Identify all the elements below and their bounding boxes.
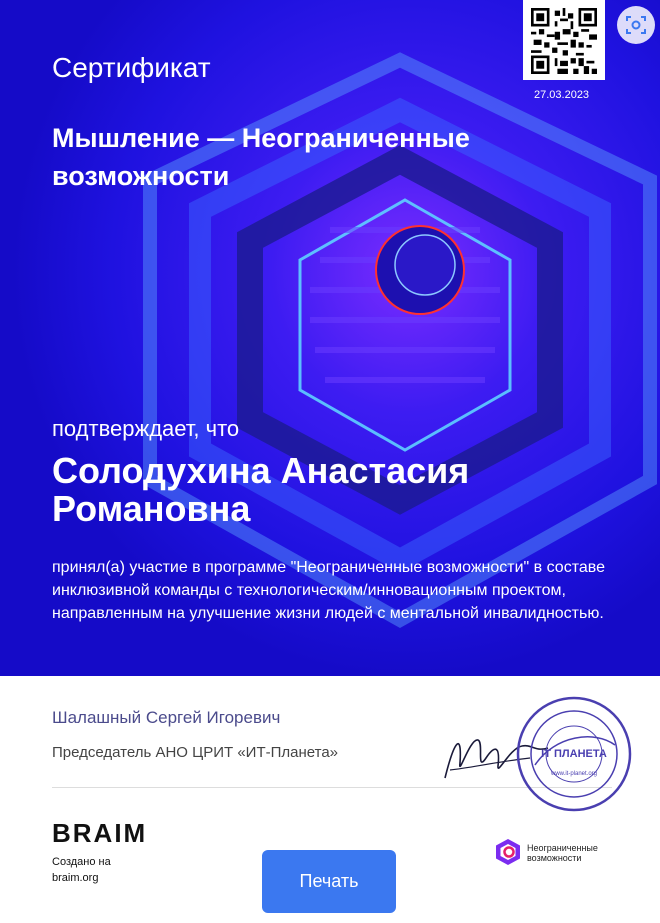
qr-code-icon[interactable] [523,0,605,80]
issue-date: 27.03.2023 [534,89,590,101]
certificate-heading: Сертификат [52,52,211,83]
braim-site-link[interactable]: braim.org [52,872,99,884]
stamp-center-text: IT ПЛАНЕТА [541,748,607,760]
lens-icon[interactable] [617,6,655,44]
organization-stamp [515,695,633,813]
certificate-description: принял(а) участие в программе "Неограниченные возможности" в составе инклюзивной команды с технологическим/инновационным проектом, направленным на улучшение жизни людей с ментальной инвалидностью. [52,559,605,623]
stamp-url-text: www.it-planet.org [550,771,598,777]
braim-logo[interactable]: BRAIM [52,818,148,848]
created-on-label: Создано на [52,856,111,868]
print-button[interactable]: Печать [262,850,396,913]
program-title: Мышление — Неограниченные возможности [52,123,470,191]
partner-line-1: Неограниченные [527,843,598,853]
partner-line-2: возможности [527,853,582,864]
lens-glyph [625,14,647,36]
recipient-name: Солодухина Анастасия Романовна [52,450,470,529]
partner-name [527,843,598,864]
signatory-name: Шалашный Сергей Игоревич [52,708,281,727]
signatory-role: Председатель АНО ЦРИТ «ИТ-Планета» [52,744,339,761]
confirms-text: подтверждает, что [52,416,240,441]
partner-logo-icon [494,838,522,866]
qr-code-graphic [531,8,597,74]
